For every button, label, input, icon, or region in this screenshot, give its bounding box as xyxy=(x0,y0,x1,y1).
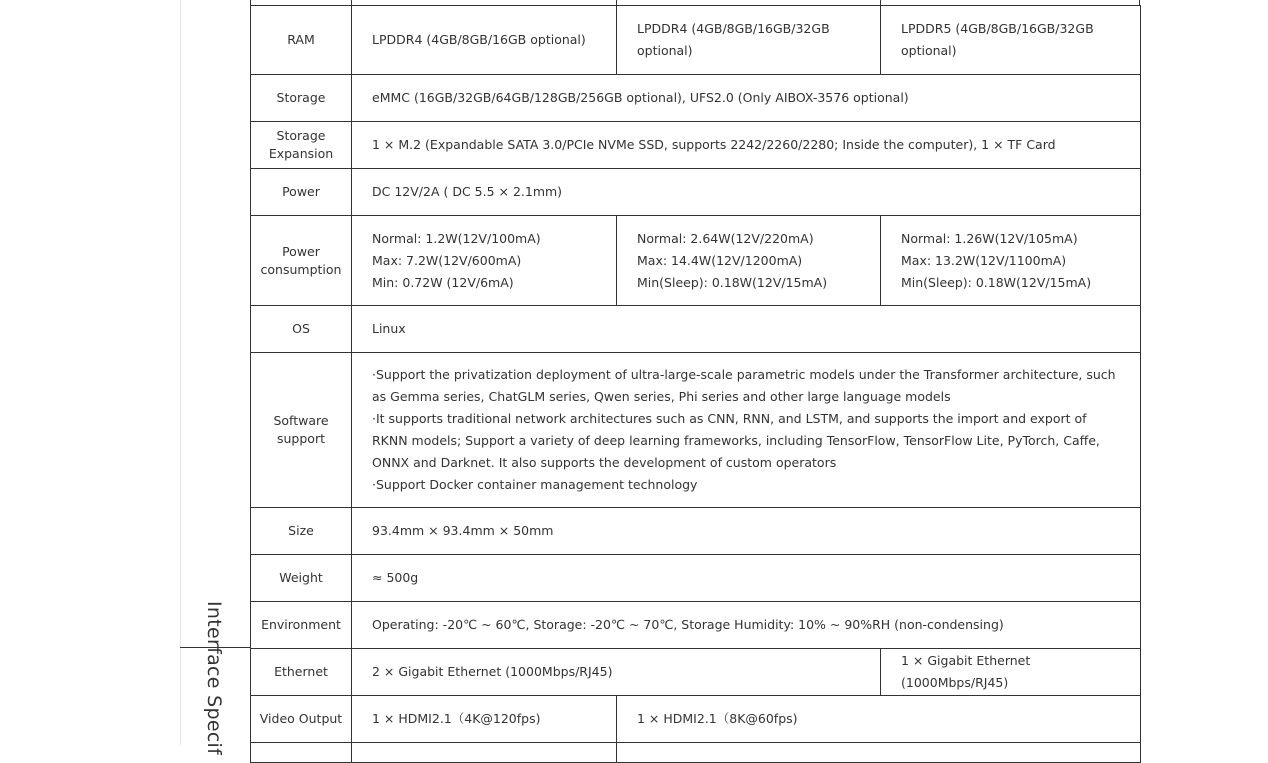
ram-value-1: LPDDR4 (4GB/8GB/16GB optional) xyxy=(352,6,617,75)
row-power-consumption xyxy=(251,216,1141,306)
row-label-power: Power xyxy=(251,169,352,216)
environment-value: Operating: -20℃ ~ 60℃, Storage: -20℃ ~ 70℃, Storage Humidity: 10% ~ 90%RH (non-condensing) xyxy=(352,602,1141,649)
section-title-interface-specifications: Interface Specif xyxy=(203,601,225,756)
storage-value: eMMC (16GB/32GB/64GB/128GB/256GB optional), UFS2.0 (Only AIBOX-3576 optional) xyxy=(352,75,1141,122)
ethernet-value-2: 1 × Gigabit Ethernet (1000Mbps/RJ45) xyxy=(881,649,1141,696)
row-size xyxy=(251,508,1141,555)
power-max-2: Max: 14.4W(12V/1200mA) xyxy=(637,252,803,268)
row-environment xyxy=(251,602,1141,649)
software-support-item: ·Support Docker container management technology xyxy=(372,477,698,492)
row-storage xyxy=(251,75,1141,122)
row-label-size: Size xyxy=(251,508,352,555)
row-weight xyxy=(251,555,1141,602)
video-output-value-1: 1 × HDMI2.1（4K@120fps) xyxy=(352,696,617,743)
row-label-storage-expansion: Storage Expansion xyxy=(251,122,352,169)
row-ram xyxy=(251,6,1141,75)
row-label-storage: Storage xyxy=(251,75,352,122)
software-support-item: ·It supports traditional network architectures such as CNN, RNN, and LSTM, and supports the import and export of RKNN models; Support a variety of deep learning frameworks, including TensorFlow, TensorFlow Lite, PyTorch, Caffe, ONNX and Darknet. It also supports the development of custom operators xyxy=(372,411,1100,470)
software-support-value xyxy=(352,353,1141,508)
ethernet-value-1: 2 × Gigabit Ethernet (1000Mbps/RJ45) xyxy=(352,649,881,696)
video-output-value-2: 1 × HDMI2.1（8K@60fps) xyxy=(617,696,1141,743)
power-normal-1: Normal: 1.2W(12V/100mA) xyxy=(372,230,541,246)
row-label-software-support: Software support xyxy=(251,353,352,508)
row-label-os: OS xyxy=(251,306,352,353)
power-normal-2: Normal: 2.64W(12V/220mA) xyxy=(637,230,814,246)
left-divider-line xyxy=(180,0,181,745)
os-value: Linux xyxy=(352,306,1141,353)
software-support-item: ·Support the privatization deployment of ultra-large-scale parametric models under the Transformer architecture, such as Gemma series, ChatGLM series, Qwen series, Phi series and other large language models xyxy=(372,367,1116,404)
power-value: DC 12V/2A ( DC 5.5 × 2.1mm) xyxy=(352,169,1141,216)
power-min-3: Min(Sleep): 0.18W(12V/15mA) xyxy=(901,274,1092,290)
power-min-2: Min(Sleep): 0.18W(12V/15mA) xyxy=(637,274,828,290)
power-consumption-value-2 xyxy=(617,216,881,306)
row-video-output xyxy=(251,696,1141,743)
power-max-3: Max: 13.2W(12V/1100mA) xyxy=(901,252,1067,268)
spec-table xyxy=(250,5,1141,763)
row-power xyxy=(251,169,1141,216)
row-label-video-output: Video Output xyxy=(251,696,352,743)
row-ethernet xyxy=(251,649,1141,696)
weight-value: ≈ 500g xyxy=(352,555,1141,602)
row-label-ethernet: Ethernet xyxy=(251,649,352,696)
row-label-weight: Weight xyxy=(251,555,352,602)
power-consumption-value-1 xyxy=(352,216,617,306)
power-normal-3: Normal: 1.26W(12V/105mA) xyxy=(901,230,1078,246)
power-min-1: Min: 0.72W (12V/6mA) xyxy=(372,274,514,290)
power-max-1: Max: 7.2W(12V/600mA) xyxy=(372,252,522,268)
ram-value-2: LPDDR4 (4GB/8GB/16GB/32GB optional) xyxy=(617,6,881,75)
storage-expansion-value: 1 × M.2 (Expandable SATA 3.0/PCIe NVMe SSD, supports 2242/2260/2280; Inside the computer), 1 × TF Card xyxy=(352,122,1141,169)
row-os xyxy=(251,306,1141,353)
row-label-ram: RAM xyxy=(251,6,352,75)
row-label-environment: Environment xyxy=(251,602,352,649)
row-label-power-consumption: Power consumption xyxy=(251,216,352,306)
row-partial-next xyxy=(251,743,1141,763)
row-software-support xyxy=(251,353,1141,508)
ram-value-3: LPDDR5 (4GB/8GB/16GB/32GB optional) xyxy=(881,6,1141,75)
power-consumption-value-3 xyxy=(881,216,1141,306)
size-value: 93.4mm × 93.4mm × 50mm xyxy=(352,508,1141,555)
row-storage-expansion xyxy=(251,122,1141,169)
